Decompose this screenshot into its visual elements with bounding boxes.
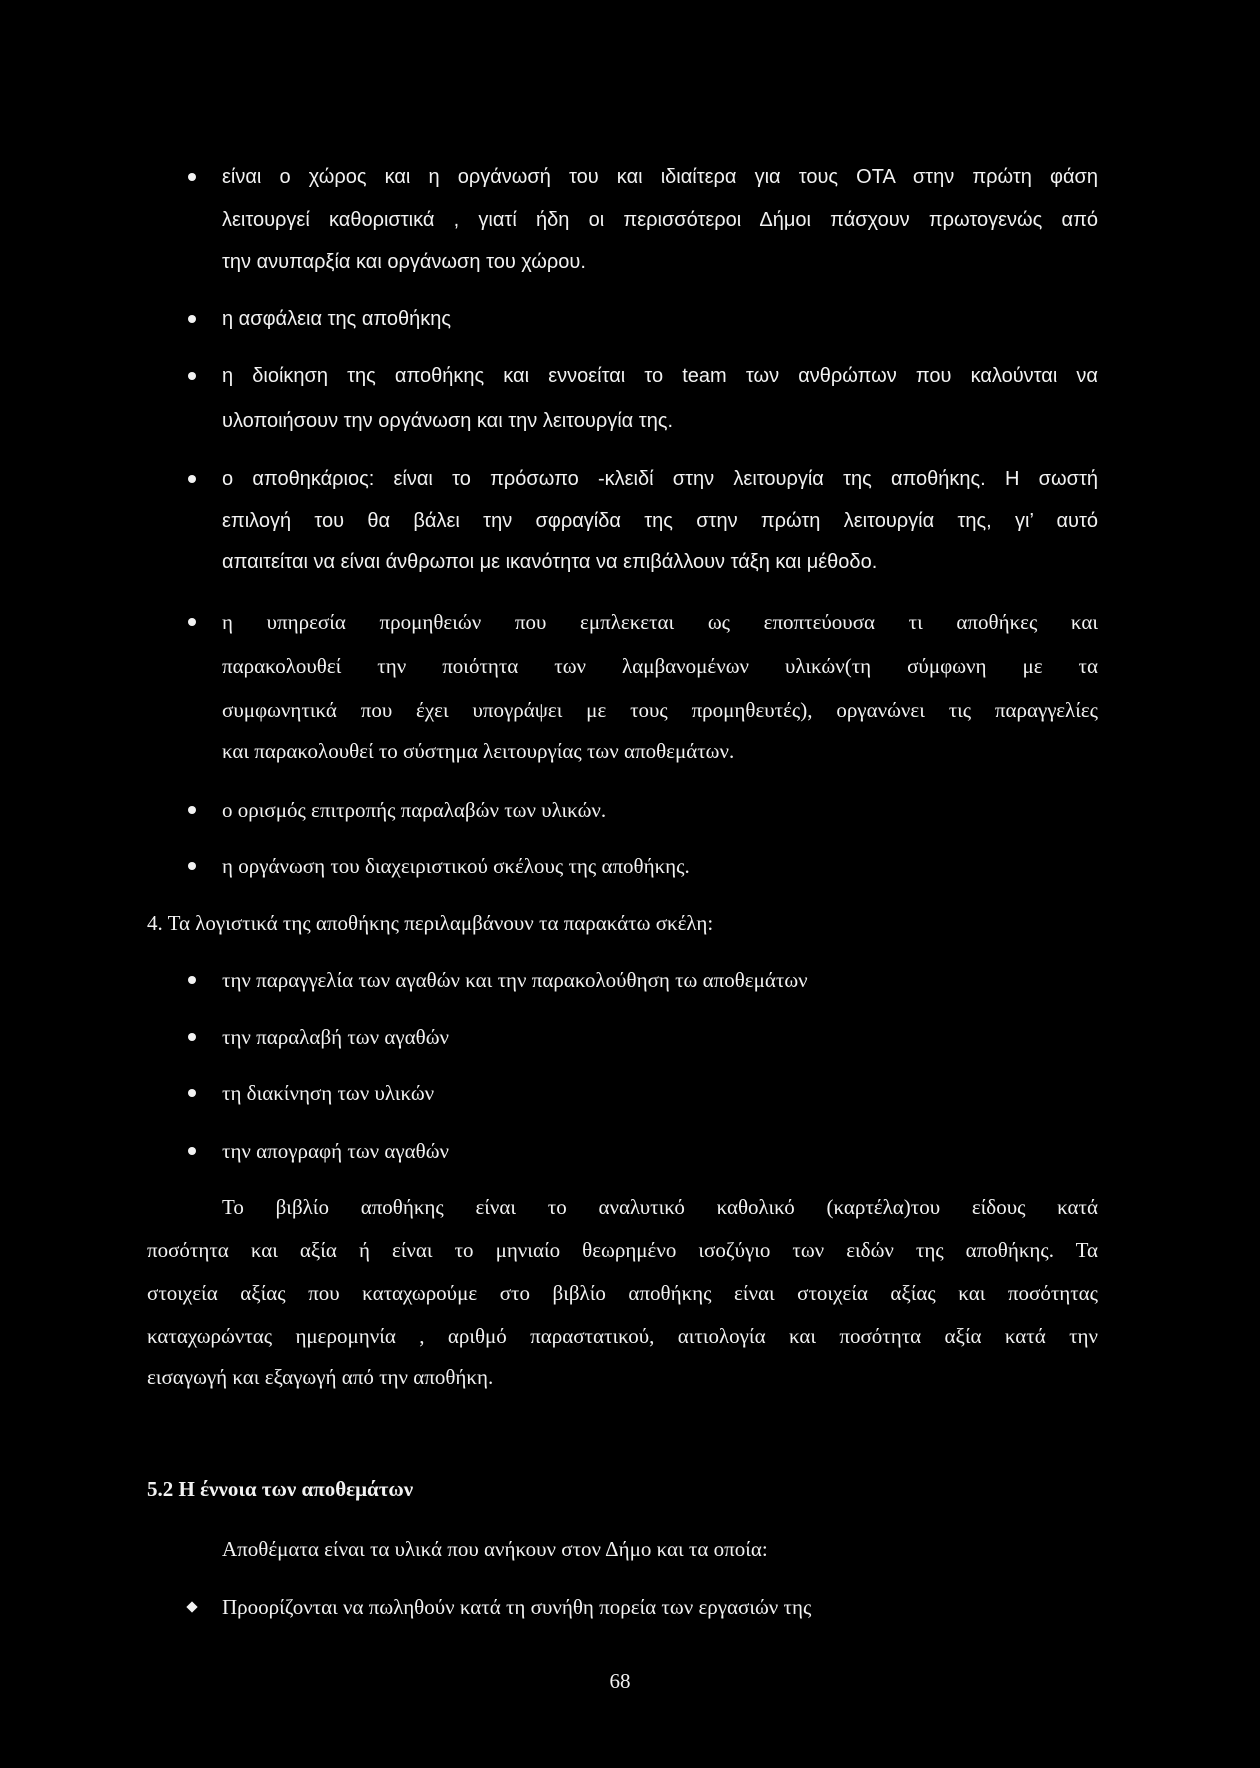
section-heading: 5.2 Η έννοια των αποθεμάτων xyxy=(147,1477,414,1501)
text-line: Το βιβλίο αποθήκης είναι το αναλυτικό καθολικό (καρτέλα)του είδους κατά xyxy=(222,1195,1098,1219)
page-number: 68 xyxy=(609,1669,631,1693)
text-line: ο ορισμός επιτροπής παραλαβών των υλικών. xyxy=(222,798,607,822)
text-line: την παραγγελία των αγαθών και την παρακολούθηση τω αποθεμάτων xyxy=(222,968,808,992)
bullet-dot-icon xyxy=(188,976,196,984)
text-line: η υπηρεσία προμηθειών που εμπλεκεται ως εποπτεύουσα τι αποθήκες και xyxy=(222,610,1098,634)
bullet-dot-icon xyxy=(188,618,196,626)
text-line: συμφωνητικά που έχει υπογράψει με τους προμηθευτές), οργανώνει τις παραγγελίες xyxy=(222,698,1098,722)
text-line: τη διακίνηση των υλικών xyxy=(222,1081,435,1105)
bullet-dot-icon xyxy=(188,806,196,814)
stock-intro: Αποθέματα είναι τα υλικά που ανήκουν στον Δήμο και τα οποία: xyxy=(222,1537,768,1561)
diamond-bullet-icon xyxy=(186,1601,197,1612)
bullet-dot-icon xyxy=(188,1147,196,1155)
text-line: ποσότητα και αξία ή είναι το μηνιαίο θεωρημένο ισοζύγιο των ειδών της αποθήκης. Τα xyxy=(147,1238,1098,1262)
text-line: λειτουργεί καθοριστικά , γιατί ήδη οι περισσότεροι Δήμοι πάσχουν πρωτογενώς από xyxy=(222,209,1098,231)
text-line: παρακολουθεί την ποιότητα των λαμβανομένων υλικών(τη σύμφωνη με τα xyxy=(222,654,1098,678)
text-line: η ασφάλεια της αποθήκης xyxy=(222,308,452,330)
bullet-dot-icon xyxy=(188,1089,196,1097)
text-line: την απογραφή των αγαθών xyxy=(222,1139,450,1163)
text-line: η διοίκηση της αποθήκης και εννοείται το team των ανθρώπων που καλούνται να xyxy=(222,365,1098,387)
bullet-dot-icon xyxy=(188,173,196,181)
text-line: την παραλαβή των αγαθών xyxy=(222,1025,450,1049)
text-line: η οργάνωση του διαχειριστικού σκέλους της αποθήκης. xyxy=(222,854,690,878)
text-line: επιλογή του θα βάλει την σφραγίδα της στην πρώτη λειτουργία της, γι’ αυτό xyxy=(222,510,1098,532)
bullet-dot-icon xyxy=(188,862,196,870)
text-line: είναι ο χώρος και η οργάνωσή του και ιδιαίτερα για τους ΟΤΑ στην πρώτη φάση xyxy=(222,166,1098,188)
text-line: και παρακολουθεί το σύστημα λειτουργίας των αποθεμάτων. xyxy=(222,739,735,763)
bullet-dot-icon xyxy=(188,475,196,483)
text-line: την ανυπαρξία και οργάνωση του χώρου. xyxy=(222,251,586,273)
text-line: εισαγωγή και εξαγωγή από την αποθήκη. xyxy=(147,1365,494,1389)
text-line: καταχωρώντας ημερομηνία , αριθμό παραστατικού, αιτιολογία και ποσότητα αξία κατά την xyxy=(147,1324,1098,1348)
bullet-dot-icon xyxy=(188,315,196,323)
bullet-dot-icon xyxy=(188,372,196,380)
text-line: στοιχεία αξίας που καταχωρούμε στο βιβλίο αποθήκης είναι στοιχεία αξίας και ποσότητας xyxy=(147,1281,1098,1305)
text-line: απαιτείται να είναι άνθρωποι με ικανότητα να επιβάλλουν τάξη και μέθοδο. xyxy=(222,551,878,573)
section-4-intro: 4. Τα λογιστικά της αποθήκης περιλαμβάνουν τα παρακάτω σκέλη: xyxy=(147,911,714,935)
text-line: Προορίζονται να πωληθούν κατά τη συνήθη πορεία των εργασιών της xyxy=(222,1595,812,1619)
text-line: υλοποιήσουν την οργάνωση και την λειτουργία της. xyxy=(222,410,674,432)
text-line: ο αποθηκάριος: είναι το πρόσωπο -κλειδί στην λειτουργία της αποθήκης. Η σωστή xyxy=(222,468,1098,490)
bullet-dot-icon xyxy=(188,1033,196,1041)
